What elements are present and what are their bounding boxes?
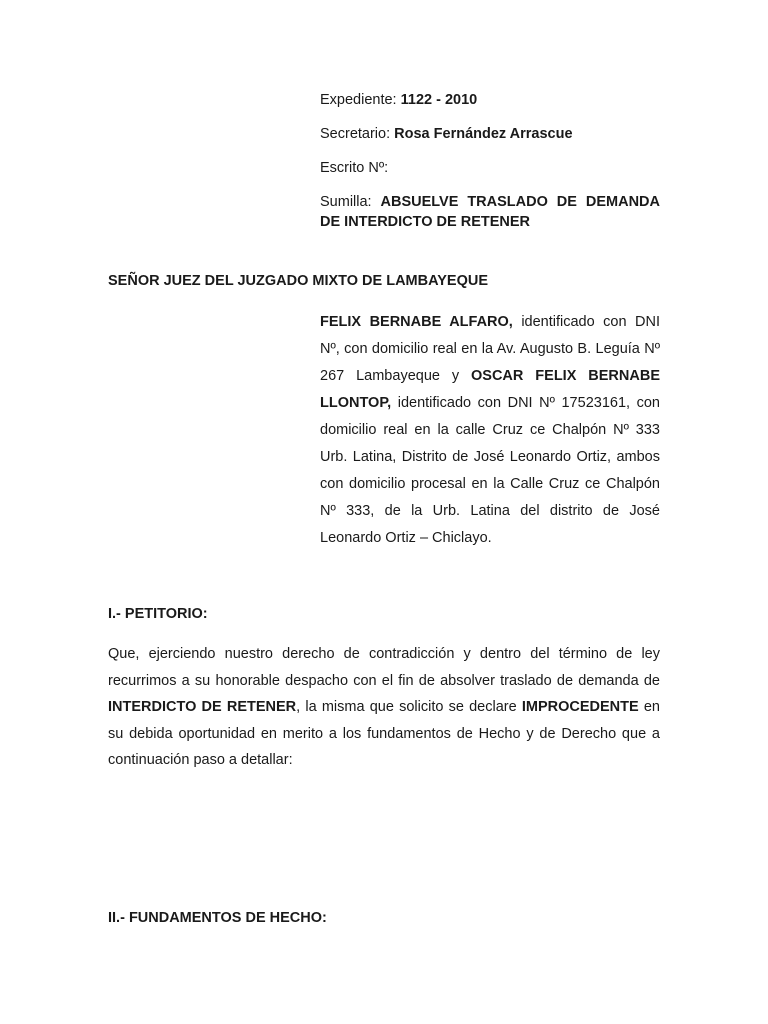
secretario-label: Secretario:	[320, 126, 395, 142]
petitorio-title: I.- PETITORIO:	[108, 606, 208, 622]
escrito-line	[320, 158, 660, 178]
secretario-line	[320, 124, 660, 144]
parties-paragraph	[320, 309, 660, 552]
petitorio-paragraph	[108, 641, 660, 774]
petitorio-bold-2: IMPROCEDENTE	[521, 699, 639, 715]
expediente-line	[320, 90, 660, 110]
petitorio-text-2: , la misma que solicito se declare	[296, 699, 522, 715]
expediente-value: 1122 - 2010	[400, 92, 478, 108]
party-text-2: identificado con DNI Nº 17523161, con domicilio real en la calle Cruz ce Chalpón Nº 333 Urb. Latina, Distrito de José Leonardo Ortiz, ambos con domicilio procesal en la Calle Cruz ce Chalpón Nº 333, de la Urb. Latina del distrito de José Leonardo Ortiz – Chiclayo.	[320, 395, 660, 546]
petitorio-bold-1: INTERDICTO DE RETENER	[108, 699, 297, 715]
secretario-value: Rosa Fernández Arrascue	[394, 126, 573, 142]
fundamentos-title: II.- FUNDAMENTOS DE HECHO:	[108, 910, 327, 926]
case-header	[320, 90, 660, 246]
escrito-label: Escrito Nº:	[320, 160, 389, 176]
petitorio-text-1: Que, ejerciendo nuestro derecho de contradicción y dentro del término de ley recurrimos a su honorable despacho con el fin de absolver traslado de demanda de	[108, 646, 660, 689]
party-name-1: FELIX BERNABE ALFARO,	[320, 314, 513, 330]
addressee: SEÑOR JUEZ DEL JUZGADO MIXTO DE LAMBAYEQUE	[108, 273, 489, 289]
party-name-2: OSCAR FELIX BERNABE LLONTOP,	[320, 368, 660, 411]
party-text-1: identificado con DNI Nº, con domicilio real en la Av. Augusto B. Leguía Nº 267 Lambayeque y	[320, 314, 660, 384]
expediente-label: Expediente:	[320, 92, 401, 108]
sumilla-value: ABSUELVE TRASLADO DE DEMANDA DE INTERDICTO DE RETENER	[320, 194, 660, 230]
sumilla-label: Sumilla:	[320, 194, 381, 210]
petitorio-text-3: en su debida oportunidad en merito a los fundamentos de Hecho y de Derecho que a continuación paso a detallar:	[108, 699, 660, 768]
sumilla-line	[320, 192, 660, 232]
